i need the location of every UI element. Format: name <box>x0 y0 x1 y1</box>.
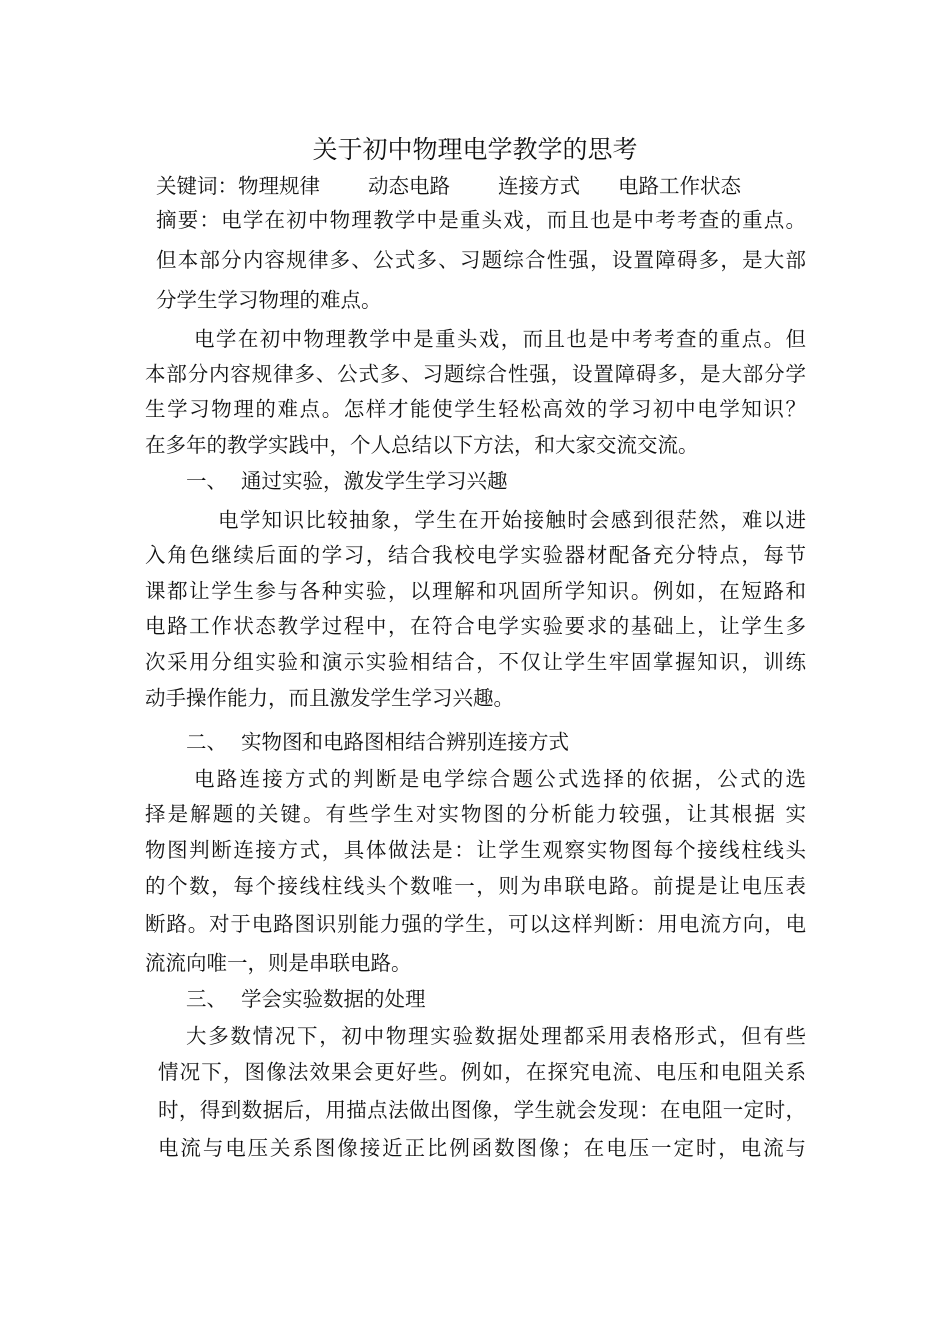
section-number: 三、 <box>186 987 227 1011</box>
paragraph-line: 电路工作状态教学过程中，在符合电学实验要求的基础上，让学生多 <box>145 614 806 638</box>
abstract-line: 但本部分内容规律多、公式多、习题综合性强，设置障碍多，是大部 <box>156 248 806 272</box>
keywords-label: 关键词： <box>156 174 238 198</box>
paragraph-line: 电流与电压关系图像接近正比例函数图像；在电压一定时，电流与 <box>158 1136 806 1160</box>
paragraph-line: 时，得到数据后，用描点法做出图像，学生就会发现：在电阻一定时， <box>158 1098 806 1122</box>
keyword-item: 连接方式 <box>498 174 580 198</box>
section-heading-text: 学会实验数据的处理 <box>241 987 426 1011</box>
paragraph-line: 课都让学生参与各种实验，以理解和巩固所学知识。例如，在短路和 <box>145 579 806 603</box>
section-heading <box>186 467 508 495</box>
paragraph-line: 的个数，每个接线柱线头个数唯一，则为串联电路。前提是让电压表 <box>145 874 806 898</box>
section-number: 一、 <box>186 469 227 493</box>
keyword-item: 动态电路 <box>368 174 450 198</box>
paragraph-line: 情况下，图像法效果会更好些。例如，在探究电流、电压和电阻关系 <box>158 1060 806 1084</box>
keywords-line <box>156 172 741 200</box>
section-heading-text: 通过实验，激发学生学习兴趣 <box>241 469 508 493</box>
section-heading <box>186 985 426 1013</box>
paragraph-line: 断路。对于电路图识别能力强的学生，可以这样判断：用电流方向，电 <box>145 912 806 936</box>
paragraph-line: 在多年的教学实践中，个人总结以下方法，和大家交流交流。 <box>145 433 699 457</box>
paragraph-line: 物图判断连接方式，具体做法是：让学生观察实物图每个接线柱线头 <box>145 838 806 862</box>
keyword-item: 电路工作状态 <box>618 174 741 198</box>
paragraph-line: 大多数情况下，初中物理实验数据处理都采用表格形式，但有些 <box>186 1024 806 1048</box>
abstract-line: 摘要：电学在初中物理教学中是重头戏，而且也是中考考查的重点。 <box>156 208 806 232</box>
paragraph-line: 本部分内容规律多、公式多、习题综合性强，设置障碍多，是大部分学 <box>145 362 806 386</box>
paragraph-line: 流流向唯一，则是串联电路。 <box>145 951 412 975</box>
paragraph-line: 电学知识比较抽象，学生在开始接触时会感到很茫然，难以进 <box>218 508 806 532</box>
keyword-item: 物理规律 <box>238 174 320 198</box>
paragraph-line: 次采用分组实验和演示实验相结合，不仅让学生牢固掌握知识，训练 <box>145 650 806 674</box>
paragraph-line: 生学习物理的难点。怎样才能使学生轻松高效的学习初中电学知识？ <box>145 397 806 421</box>
paragraph-line: 择是解题的关键。有些学生对实物图的分析能力较强，让其根据 实 <box>145 802 806 826</box>
abstract-line: 分学生学习物理的难点。 <box>156 288 382 312</box>
document-title: 关于初中物理电学教学的思考 <box>312 135 638 164</box>
paragraph-line: 入角色继续后面的学习，结合我校电学实验器材配备充分特点，每节 <box>145 543 806 567</box>
paragraph-line: 动手操作能力，而且激发学生学习兴趣。 <box>145 686 514 710</box>
paragraph-line: 电路连接方式的判断是电学综合题公式选择的依据，公式的选 <box>194 767 806 791</box>
section-heading-text: 实物图和电路图相结合辨别连接方式 <box>241 730 569 754</box>
paragraph-line: 电学在初中物理教学中是重头戏，而且也是中考考查的重点。但 <box>194 327 806 351</box>
section-heading <box>186 728 569 756</box>
section-number: 二、 <box>186 730 227 754</box>
